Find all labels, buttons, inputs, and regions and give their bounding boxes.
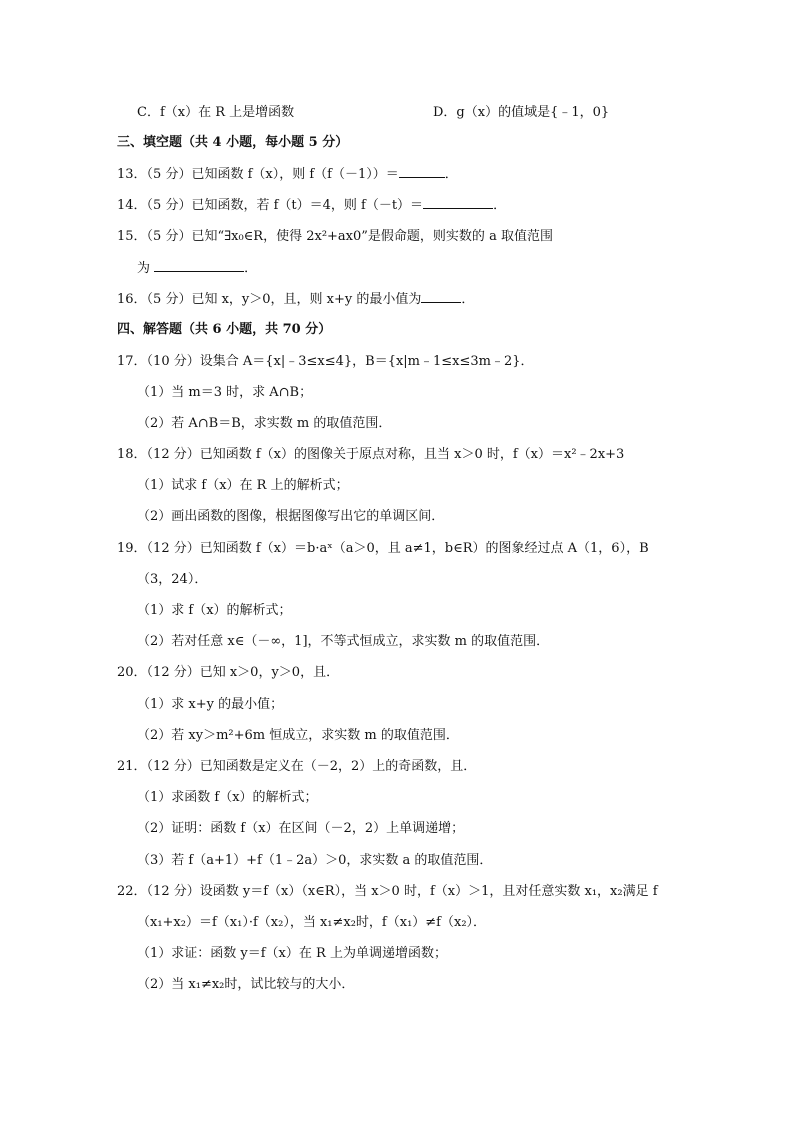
question-14 [117, 196, 794, 215]
question-19-part-1: （1）求 f（x）的解析式； [137, 603, 292, 618]
answer-blank-14[interactable] [423, 196, 493, 209]
option-c: C．f（x）在 R 上是增函数 [137, 105, 295, 120]
question-17-part-2: （2）若 A∩B＝B，求实数 m 的取值范围． [137, 416, 392, 431]
question-16 [117, 290, 794, 309]
question-19-cont: （3，24）． [137, 572, 208, 587]
question-16-text: 16．（5 分）已知 x，y＞0，且，则 x+y 的最小值为 [117, 292, 422, 307]
answer-blank-16[interactable] [421, 290, 461, 303]
answer-blank-13[interactable] [399, 165, 445, 178]
question-21-part-3: （3）若 f（a+1）+f（1﹣2a）＞0，求实数 a 的取值范围． [137, 853, 493, 868]
answer-blank-15[interactable] [154, 259, 244, 272]
question-18: 18．（12 分）已知函数 f（x）的图像关于原点对称，且当 x＞0 时，f（x）＝x²﹣2x+3 [117, 447, 625, 462]
question-19: 19．（12 分）已知函数 f（x）＝b·aˣ（a＞0，且 a≠1，b∈R）的图象经过点 A（1，6），B [117, 541, 649, 556]
question-15 [117, 228, 794, 246]
question-21-part-1: （1）求函数 f（x）的解析式； [137, 790, 318, 805]
question-13 [117, 165, 794, 184]
question-17-part-1: （1）当 m＝3 时，求 A∩B； [137, 385, 313, 400]
question-19-part-2: （2）若对任意 x∈（－∞，1]，不等式恒成立，求实数 m 的取值范围． [137, 634, 550, 649]
question-14-end: ． [493, 198, 507, 213]
option-d: D．g（x）的值域是{﹣1，0} [433, 105, 610, 120]
question-18-part-1: （1）试求 f（x）在 R 上的解析式； [137, 478, 349, 493]
section-answer-heading: 四、解答题（共 6 小题，共 70 分） [117, 322, 332, 337]
question-13-end: ． [444, 167, 458, 182]
question-15-cont [137, 259, 794, 278]
question-22: 22．（12 分）设函数 y＝f（x）（x∈R），当 x＞0 时，f（x）＞1，且对任意实数 x₁，x₂满足 f [117, 884, 658, 899]
question-18-part-2: （2）画出函数的图像，根据图像写出它的单调区间． [137, 509, 445, 524]
section-fill-in-heading: 三、填空题（共 4 小题，每小题 5 分） [117, 135, 349, 150]
question-16-end: ． [461, 292, 475, 307]
question-15-end: ． [244, 261, 258, 276]
option-c-row [137, 104, 794, 122]
question-15-wei: 为 [137, 261, 151, 276]
question-22-part-2: （2）当 x₁≠x₂时，试比较与的大小． [137, 977, 355, 992]
question-22-part-1: （1）求证：函数 y＝f（x）在 R 上为单调递增函数； [137, 946, 447, 961]
question-15-text: 15．（5 分）已知“∃x₀∈R，使得 2x²+ax0”是假命题，则实数的 a 取值范围 [117, 229, 553, 244]
question-17: 17．（10 分）设集合 A＝{x|﹣3≤x≤4}，B＝{x|m﹣1≤x≤3m﹣2}． [117, 354, 534, 369]
question-20: 20．（12 分）已知 x＞0，y＞0，且． [117, 665, 340, 680]
question-13-text: 13．（5 分）已知函数 f（x），则 f（f（－1））＝ [117, 167, 399, 182]
question-22-cont: （x₁+x₂）＝f（x₁）·f（x₂），当 x₁≠x₂时，f（x₁）≠f（x₂）． [137, 915, 487, 930]
question-21: 21．（12 分）已知函数是定义在（－2，2）上的奇函数，且． [117, 759, 477, 774]
question-14-text: 14．（5 分）已知函数，若 f（t）＝4，则 f（－t）＝ [117, 198, 424, 213]
question-21-part-2: （2）证明：函数 f（x）在区间（－2，2）上单调递增； [137, 821, 465, 836]
question-20-part-1: （1）求 x+y 的最小值； [137, 697, 284, 712]
question-20-part-2: （2）若 xy＞m²+6m 恒成立，求实数 m 的取值范围． [137, 728, 459, 743]
